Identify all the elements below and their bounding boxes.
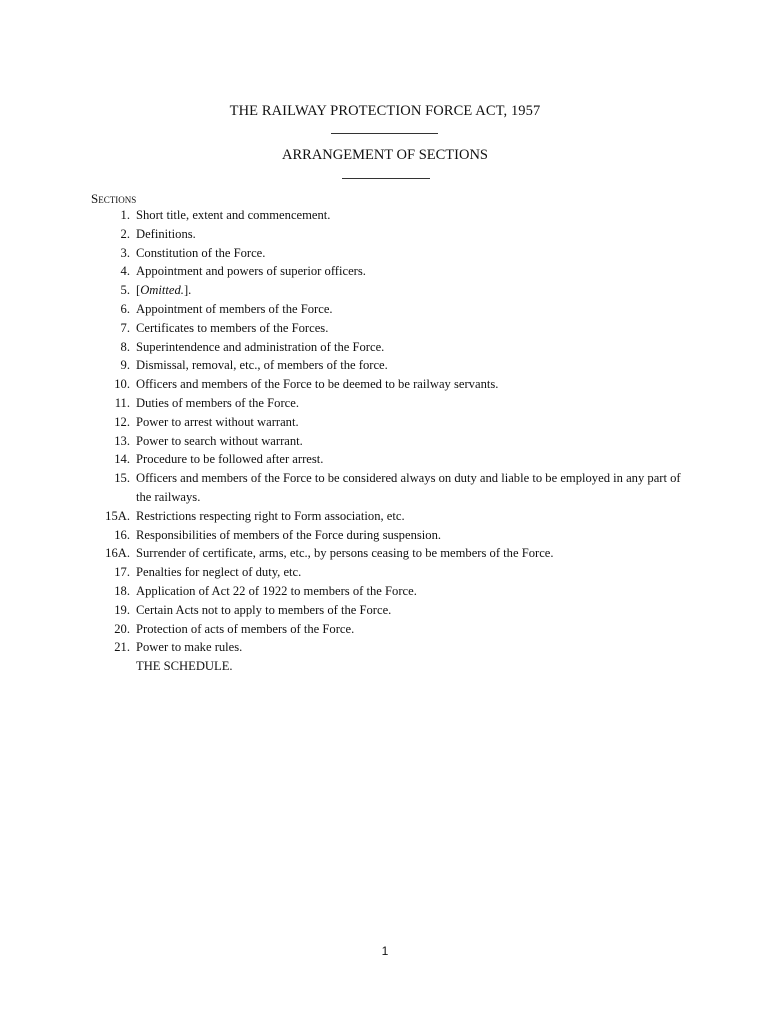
section-title: Duties of members of the Force. (136, 395, 299, 410)
section-number: 14. (114, 452, 130, 467)
section-title: Penalties for neglect of duty, etc. (136, 565, 302, 580)
section-title: Short title, extent and commencement. (136, 208, 331, 222)
document-subtitle: ARRANGEMENT OF SECTIONS (282, 147, 488, 163)
sections-list (0, 206, 770, 676)
section-item (0, 469, 770, 507)
section-item (0, 394, 770, 413)
section-number: 1. (120, 208, 130, 222)
section-title: Certain Acts not to apply to members of the Force. (136, 602, 392, 617)
section-number: 4. (120, 264, 130, 279)
section-title: Restrictions respecting right to Form association, etc. (136, 508, 405, 523)
section-title: Surrender of certificate, arms, etc., by persons ceasing to be members of the Force. (136, 546, 554, 561)
section-item (0, 262, 770, 281)
section-number: 3. (120, 245, 130, 260)
section-item (0, 507, 770, 526)
section-item (0, 300, 770, 319)
bracket-open: [ (136, 283, 141, 298)
section-number: 2. (120, 226, 130, 241)
section-title: Procedure to be followed after arrest. (136, 452, 324, 467)
section-number: 5. (120, 283, 130, 298)
section-title: Superintendence and administration of the Force. (136, 339, 385, 354)
section-item (0, 375, 770, 394)
page-number: 1 (381, 944, 389, 958)
section-title: Application of Act 22 of 1922 to members of the Force. (136, 583, 417, 598)
schedule-item (0, 657, 770, 676)
section-title: Appointment of members of the Force. (136, 301, 333, 316)
section-item (0, 206, 770, 225)
section-number: 18. (114, 583, 130, 598)
section-item (0, 244, 770, 263)
section-number: 16A. (105, 546, 130, 561)
section-number: 21. (114, 640, 130, 655)
section-title (136, 281, 696, 300)
section-item (0, 356, 770, 375)
section-number: 11. (114, 395, 130, 410)
section-item (0, 432, 770, 451)
section-title: Appointment and powers of superior officers. (136, 264, 366, 279)
section-number: 7. (120, 320, 130, 335)
section-title: Constitution of the Force. (136, 245, 266, 260)
section-item (0, 319, 770, 338)
section-number: 20. (114, 621, 130, 636)
section-number: 13. (114, 433, 130, 448)
section-number: 17. (114, 565, 130, 580)
section-title: Dismissal, removal, etc., of members of the force. (136, 358, 388, 373)
bracket-close: ]. (183, 283, 192, 298)
title-divider (331, 133, 438, 134)
section-title: Protection of acts of members of the Force. (136, 621, 355, 636)
section-item (0, 601, 770, 620)
section-item (0, 225, 770, 244)
section-number: 9. (120, 358, 130, 373)
section-item (0, 413, 770, 432)
section-title: Power to arrest without warrant. (136, 414, 299, 429)
section-number: 15. (114, 471, 130, 486)
section-title: Power to search without warrant. (136, 433, 303, 448)
sections-heading: Sections (91, 191, 137, 206)
section-number: 6. (120, 301, 130, 316)
section-number: 12. (114, 414, 130, 429)
section-title: Certificates to members of the Forces. (136, 320, 329, 335)
section-item (0, 526, 770, 545)
section-number: 15A. (105, 508, 130, 523)
section-title: THE SCHEDULE. (136, 659, 233, 674)
omitted-label: Omitted. (140, 283, 184, 298)
section-title: Officers and members of the Force to be deemed to be railway servants. (136, 377, 499, 392)
section-item (0, 544, 770, 563)
section-number: 16. (114, 527, 130, 542)
section-number: 8. (120, 339, 130, 354)
document-title: THE RAILWAY PROTECTION FORCE ACT, 1957 (229, 103, 541, 119)
section-item (0, 638, 770, 657)
section-item (0, 338, 770, 357)
section-number: 10. (114, 377, 130, 392)
section-item (0, 281, 770, 300)
section-item (0, 620, 770, 639)
section-title: Definitions. (136, 226, 196, 241)
section-item (0, 450, 770, 469)
section-title: Responsibilities of members of the Force during suspension. (136, 527, 442, 542)
section-title: Power to make rules. (136, 640, 243, 655)
section-title: Officers and members of the Force to be considered always on duty and liable to be employed in any part of the railways. (136, 471, 681, 504)
section-item (0, 563, 770, 582)
section-item (0, 582, 770, 601)
subtitle-divider (342, 178, 430, 179)
section-number: 19. (114, 602, 130, 617)
